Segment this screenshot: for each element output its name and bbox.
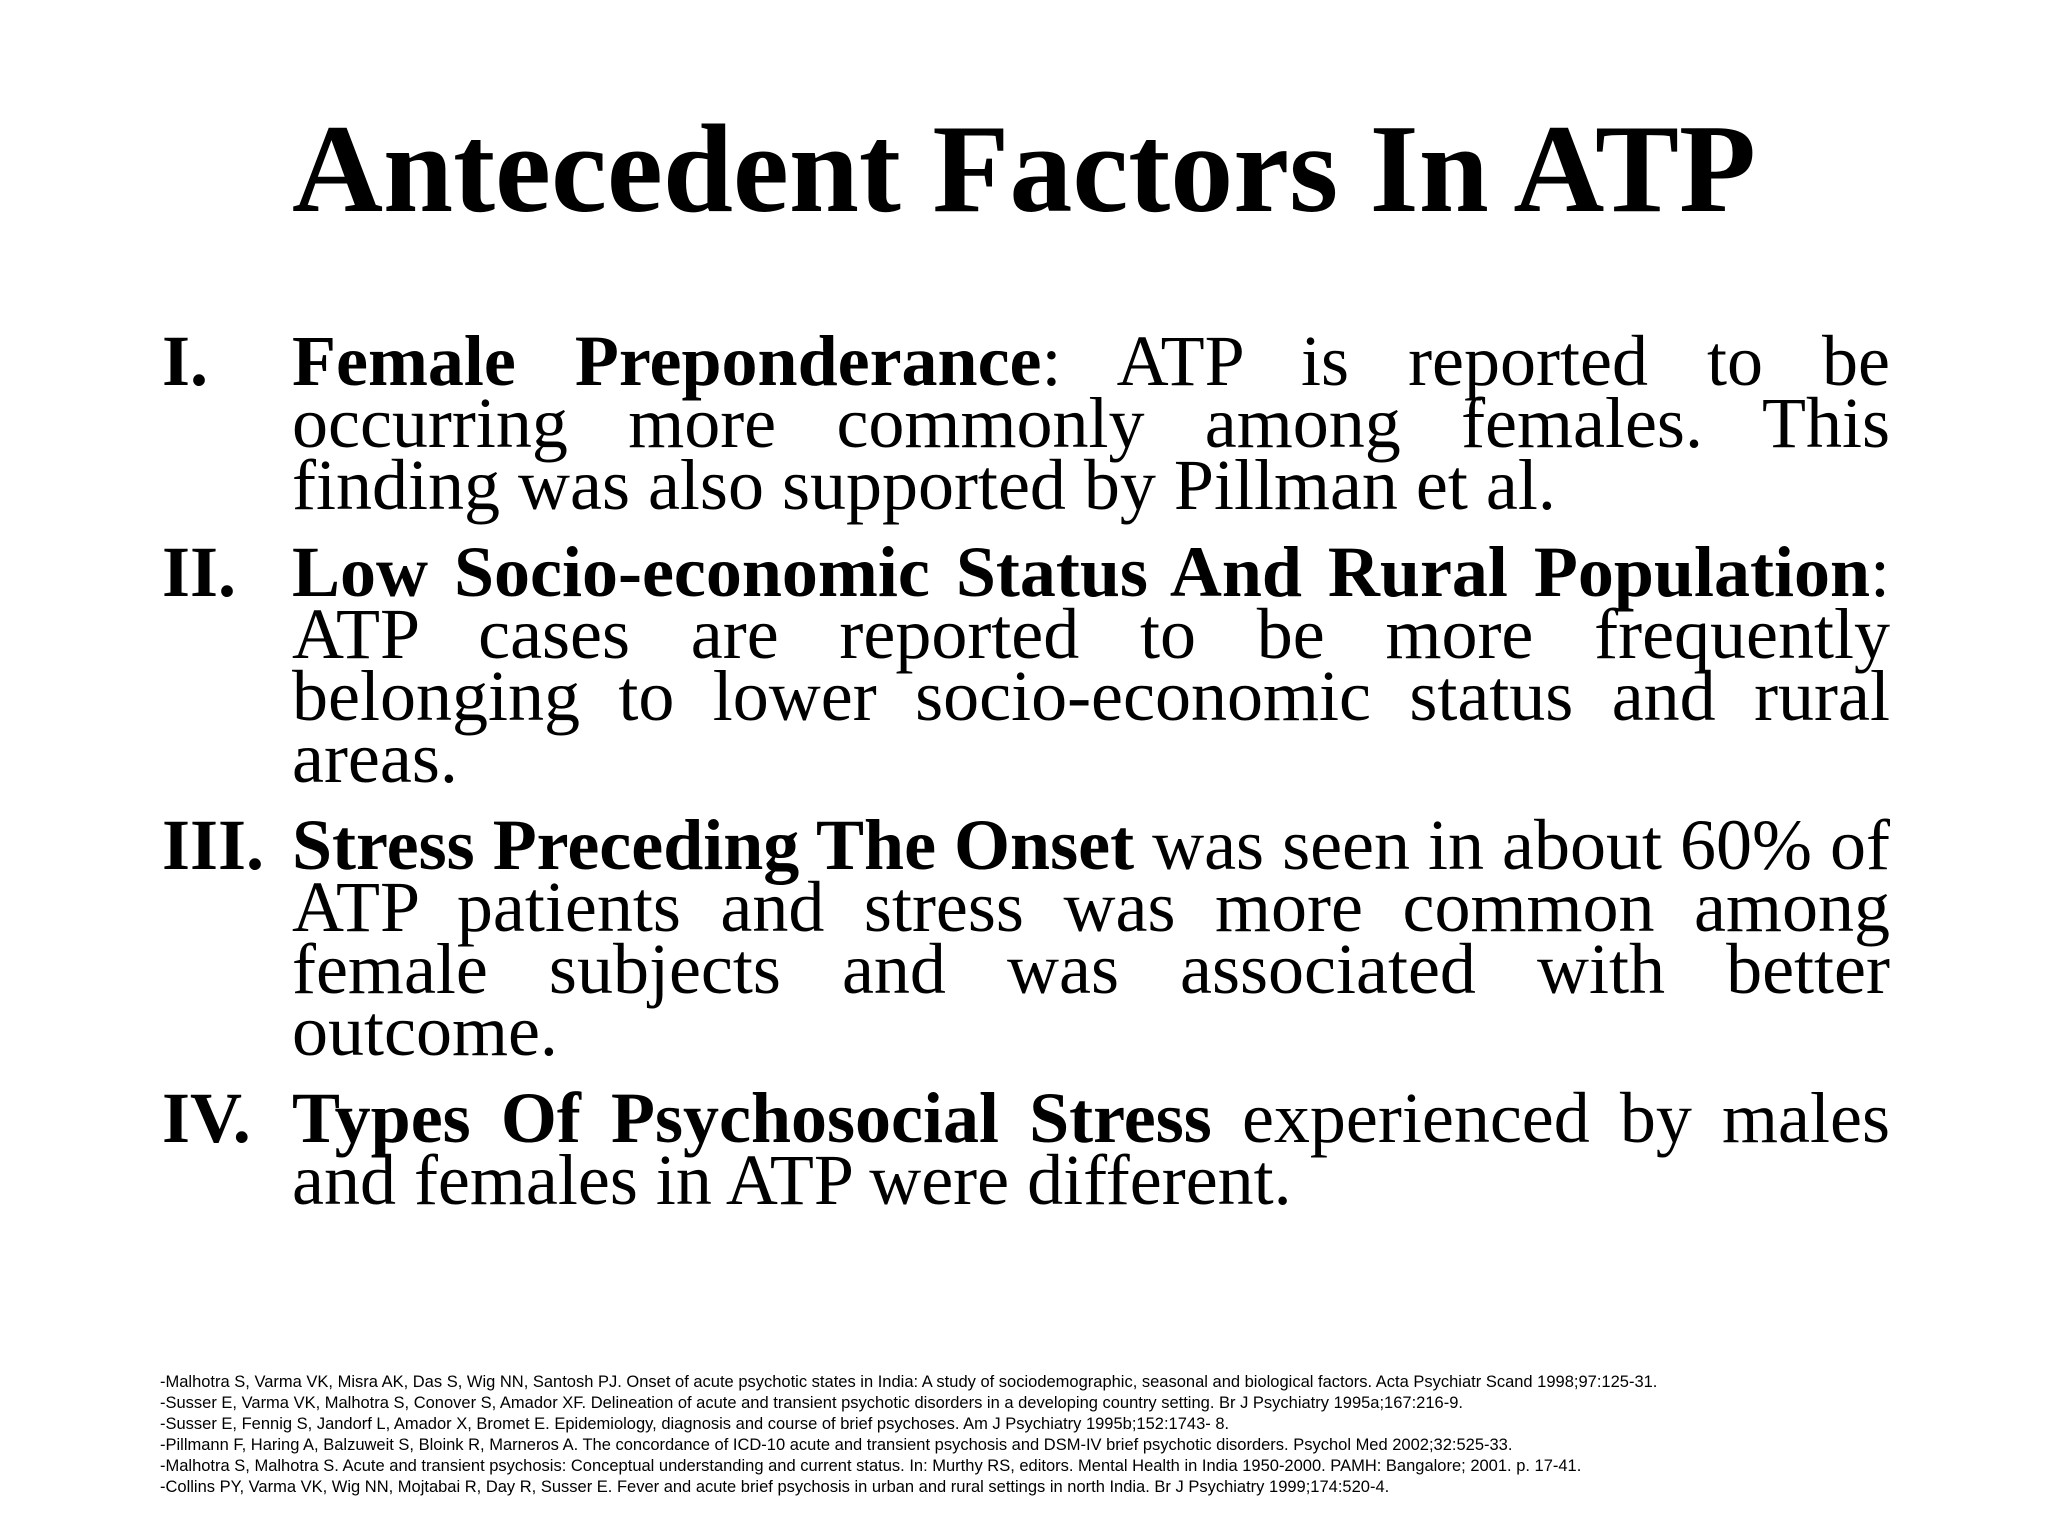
list-item xyxy=(162,805,1891,1071)
item-numeral: II. xyxy=(162,532,237,612)
reference-item: -Pillmann F, Haring A, Balzuweit S, Bloink R, Marneros A. The concordance of ICD-10 acute and transient psychosis and DSM-IV brief psychotic disorders. Psychol Med 2002;32:525-33. xyxy=(160,1436,1513,1454)
item-text: was seen in about 60% of ATP patients and stress was more common among female subjects and was associated with better outcome. xyxy=(292,805,1891,1071)
reference-item: -Susser E, Varma VK, Malhotra S, Conover S, Amador XF. Delineation of acute and transient psychotic disorders in a developing country setting. Br J Psychiatry 1995a;167:216-9. xyxy=(160,1394,1463,1412)
references-list xyxy=(160,1372,1920,1498)
reference-item: -Malhotra S, Malhotra S. Acute and transient psychosis: Conceptual understanding and current status. In: Murthy RS, editors. Mental Health in India 1950-2000. PAMH: Bangalore; 2001. p. 17-41. xyxy=(160,1457,1582,1475)
item-text: ATP cases are reported to be more frequently belonging to lower socio-economic status and rural areas. xyxy=(292,594,1890,798)
reference-item: -Collins PY, Varma VK, Wig NN, Mojtabai R, Day R, Susser E. Fever and acute brief psychosis in urban and rural settings in north India. Br J Psychiatry 1999;174:520-4. xyxy=(160,1478,1390,1496)
item-heading: Stress Preceding The Onset xyxy=(292,805,1135,885)
item-numeral: I. xyxy=(162,321,209,401)
item-text: experienced by males and females in ATP were different. xyxy=(292,1078,1890,1220)
slide-title: Antecedent Factors In ATP xyxy=(292,100,1756,239)
item-numeral: III. xyxy=(162,805,265,885)
factor-list xyxy=(162,321,1891,1236)
item-heading: Female Preponderance xyxy=(292,321,1042,401)
item-numeral: IV. xyxy=(162,1078,251,1158)
item-separator: : xyxy=(1041,321,1062,401)
item-heading: Low Socio-economic Status And Rural Population xyxy=(292,532,1870,612)
item-separator: : xyxy=(1869,532,1890,612)
list-item xyxy=(162,1078,1890,1220)
list-item xyxy=(162,532,1890,798)
list-item xyxy=(162,321,1891,525)
item-text: ATP is reported to be occurring more commonly among females. This finding was also supported by Pillman et al. xyxy=(292,321,1891,525)
reference-item: -Malhotra S, Varma VK, Misra AK, Das S, Wig NN, Santosh PJ. Onset of acute psychotic states in India: A study of sociodemographic, seasonal and biological factors. Acta Psychiatr Scand 1998;97:125-31. xyxy=(160,1373,1658,1391)
item-heading: Types Of Psychosocial Stress xyxy=(292,1078,1212,1158)
reference-item: -Susser E, Fennig S, Jandorf L, Amador X, Bromet E. Epidemiology, diagnosis and course of brief psychoses. Am J Psychiatry 1995b;152:1743- 8. xyxy=(160,1415,1230,1433)
